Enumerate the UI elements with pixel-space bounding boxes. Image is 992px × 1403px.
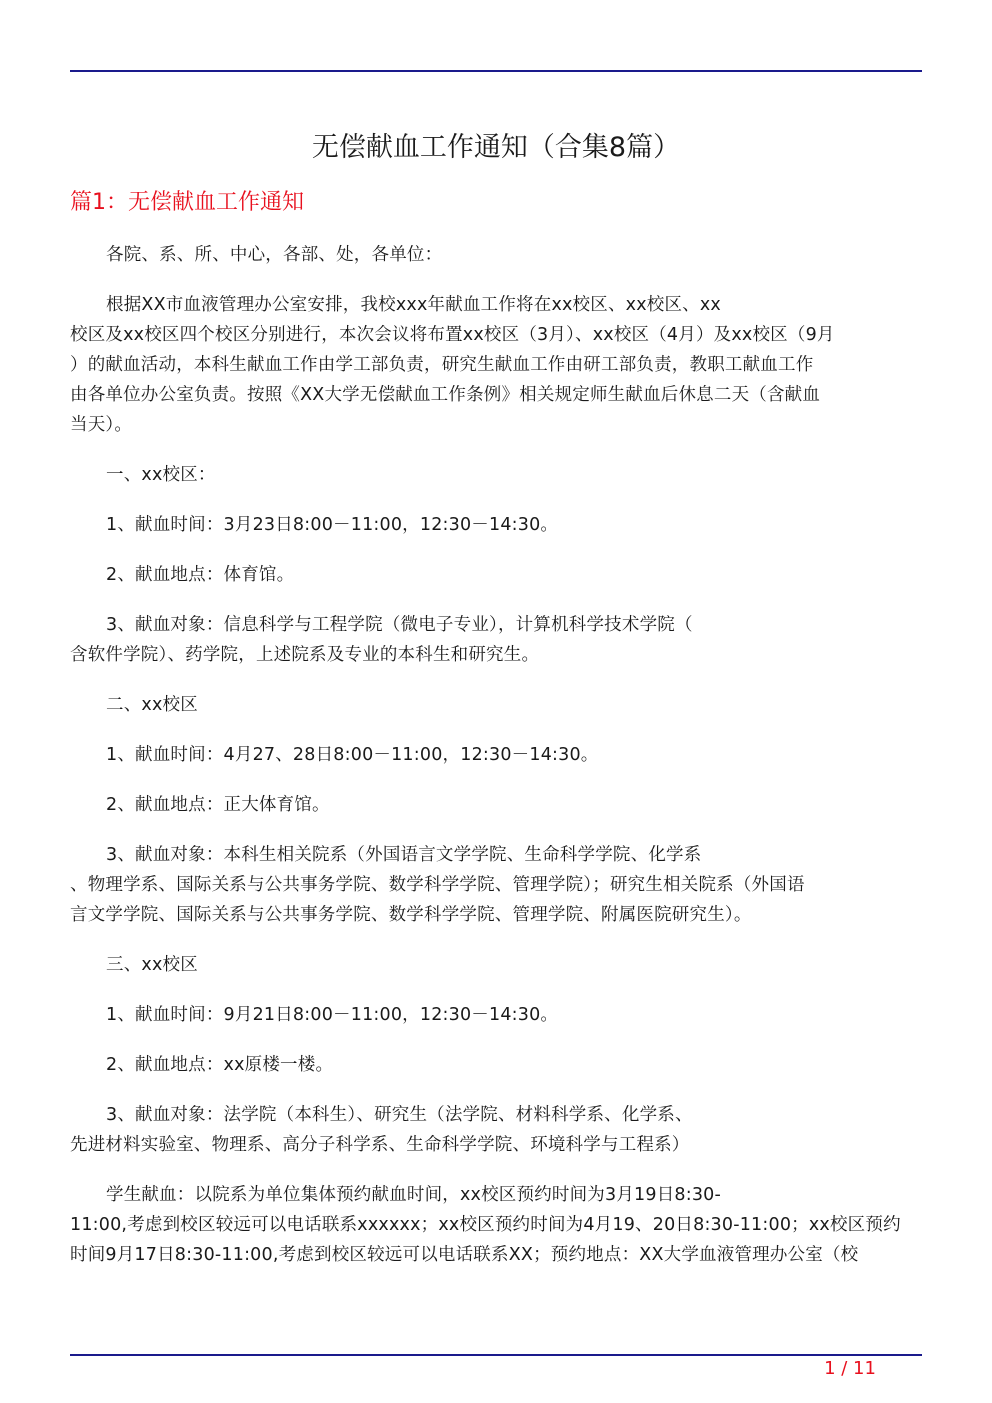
paragraph-campus-1-targets: 3、献血对象：信息科学与工程学院（微电子专业），计算机科学技术学院（ 含软件学院）、药学院，上述院系及专业的本科生和研究生。 [70, 615, 693, 665]
paragraph-campus-3-time: 1、献血时间：9月21日8:00－11:00，12:30－14:30。 [106, 1005, 559, 1025]
paragraph-campus-1-heading: 一、xx校区： [106, 465, 216, 485]
paragraph-intro: 根据XX市血液管理办公室安排，我校xxx年献血工作将在xx校区、xx校区、xx 校区及xx校区四个校区分别进行，本次会议将布置xx校区（3月）、xx校区（4月）及xx校区（9月 ）的献血活动，本科生献血工作由学工部负责，研究生献血工作由研工部负责，教职工献血工作 由各单位办公室负责。按照《XX大学无偿献血工作条例》相关规定师生献血后休息二天（含献血 当天）。 [70, 295, 835, 435]
paragraph-greeting: 各院、系、所、中心，各部、处，各单位： [106, 245, 443, 265]
paragraph-campus-3-heading: 三、xx校区 [106, 955, 198, 975]
paragraph-student-donation: 学生献血：以院系为单位集体预约献血时间，xx校区预约时间为3月19日8:30- 11:00,考虑到校区较远可以电话联系xxxxxx；xx校区预约时间为4月19、20日8:30-11:00；xx校区预约 时间9月17日8:30-11:00,考虑到校区较远可以电话联系XX；预约地点：XX大学血液管理办公室（校 [70, 1185, 901, 1265]
paragraph-campus-3-targets: 3、献血对象：法学院（本科生）、研究生（法学院、材料科学系、化学系、 先进材料实验室、物理系、高分子科学系、生命科学学院、环境科学与工程系） [70, 1105, 693, 1155]
footer-rule [70, 1354, 922, 1356]
document-body [70, 240, 922, 1290]
paragraph-campus-2-location: 2、献血地点：正大体育馆。 [106, 795, 330, 815]
paragraph-campus-1-time: 1、献血时间：3月23日8:00－11:00，12:30－14:30。 [106, 515, 559, 535]
section-heading: 篇1：无偿献血工作通知 [70, 190, 304, 215]
paragraph-campus-2-time: 1、献血时间：4月27、28日8:00－11:00，12:30－14:30。 [106, 745, 599, 765]
document-title: 无偿献血工作通知（合集8篇） [311, 132, 681, 163]
paragraph-campus-2-heading: 二、xx校区 [106, 695, 198, 715]
page-number: 1 / 11 [824, 1358, 876, 1379]
paragraph-campus-1-location: 2、献血地点：体育馆。 [106, 565, 295, 585]
paragraph-campus-2-targets: 3、献血对象：本科生相关院系（外国语言文学学院、生命科学学院、化学系 、物理学系、国际关系与公共事务学院、数学科学学院、管理学院）；研究生相关院系（外国语 言文学学院、国际关系与公共事务学院、数学科学学院、管理学院、附属医院研究生）。 [70, 845, 805, 925]
header-rule [70, 70, 922, 72]
paragraph-campus-3-location: 2、献血地点：xx原楼一楼。 [106, 1055, 334, 1075]
